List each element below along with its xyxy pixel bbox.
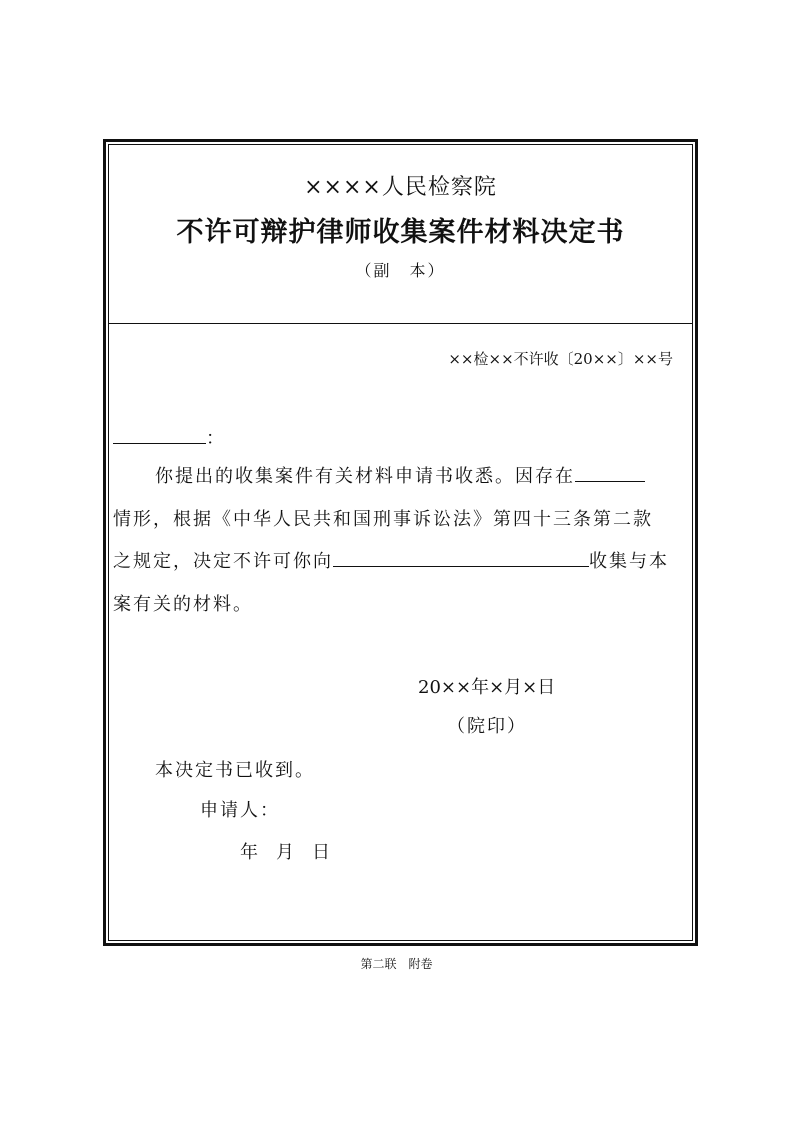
- circumstance-blank: [575, 480, 645, 482]
- applicant-label: 申请人：: [200, 800, 280, 821]
- receipt-statement: 本决定书已收到。: [155, 760, 315, 781]
- addressee-line: [113, 424, 224, 450]
- copy-footer: 第二联 附卷: [360, 957, 433, 971]
- body-text-3b: 收集与本: [589, 551, 669, 572]
- body-text-1: 你提出的收集案件有关材料申请书收悉。因存在: [155, 466, 575, 487]
- target-blank: [333, 565, 589, 567]
- decision-date: 20××年×月×日: [418, 677, 556, 698]
- body-line-3: [113, 547, 669, 573]
- receipt-date-fields: 年 月 日: [240, 842, 330, 863]
- procuratorate-name: ××××人民检察院: [304, 175, 497, 200]
- body-line-2: 情形，根据《中华人民共和国刑事诉讼法》第四十三条第二款: [113, 509, 653, 530]
- document-number: ××检××不许收〔20××〕××号: [448, 350, 673, 368]
- body-line-1: [155, 462, 645, 488]
- body-line-4: 案有关的材料。: [113, 594, 253, 615]
- document-title: 不许可辩护律师收集案件材料决定书: [176, 217, 625, 248]
- addressee-blank: [113, 442, 206, 444]
- addressee-colon: ：: [206, 428, 224, 449]
- body-text-3a: 之规定，决定不许可你向: [113, 551, 333, 572]
- court-seal-label: （院印）: [447, 716, 527, 737]
- copy-label: （副 本）: [355, 261, 446, 280]
- header-divider: [108, 323, 693, 324]
